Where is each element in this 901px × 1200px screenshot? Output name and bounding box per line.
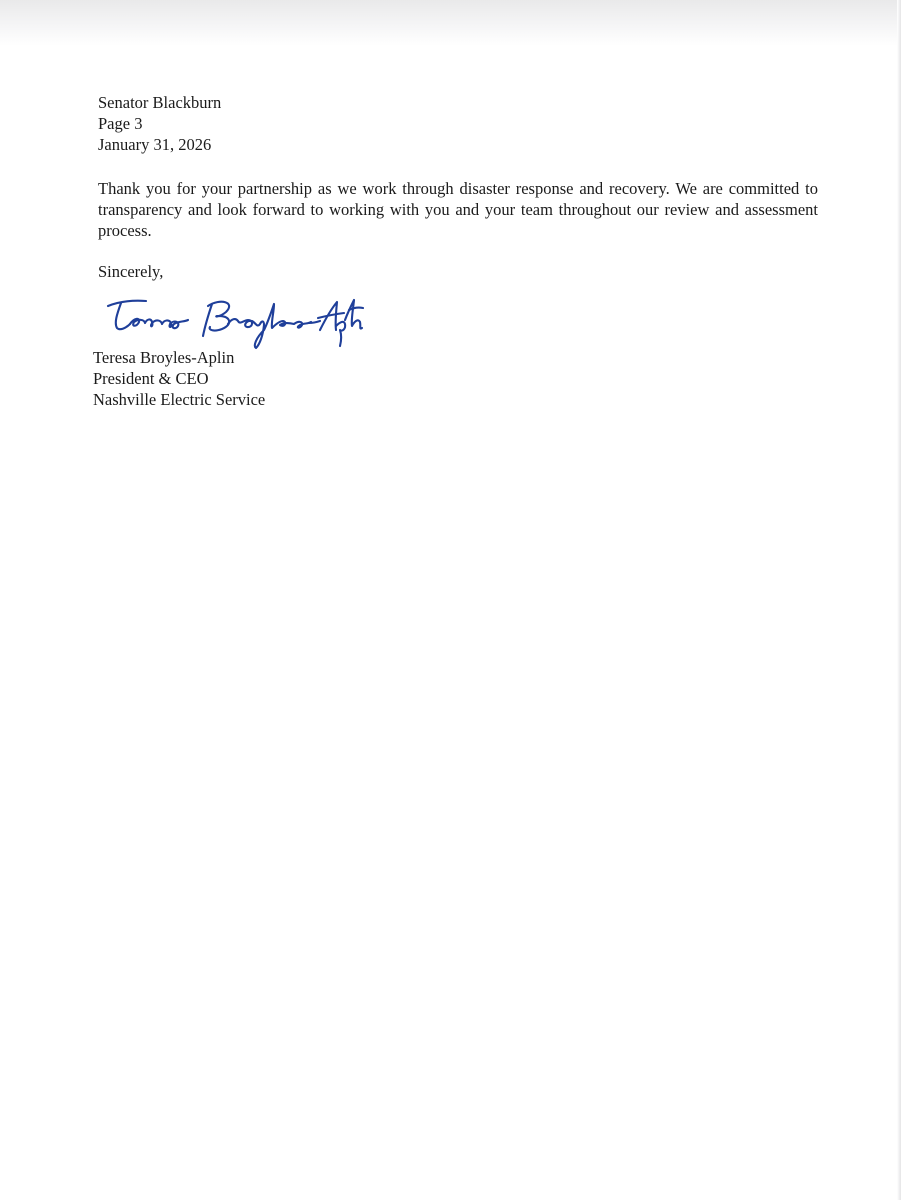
signer-organization: Nashville Electric Service [93, 390, 266, 409]
closing-salutation: Sincerely, [98, 262, 164, 281]
handwritten-signature [104, 290, 366, 352]
scan-right-edge [897, 0, 901, 1200]
signer-title: President & CEO [93, 369, 209, 388]
page-number: Page 3 [98, 114, 143, 133]
letter-header [98, 92, 498, 155]
scan-top-shadow [0, 0, 901, 46]
signer-block [93, 347, 493, 410]
signature-ink [104, 290, 366, 352]
recipient-name: Senator Blackburn [98, 93, 222, 112]
body-paragraph: Thank you for your partnership as we work through disaster response and recovery. We are committed to transparency and look forward to working with you and your team throughout our review and assessment process. [98, 179, 818, 240]
letter-date: January 31, 2026 [98, 135, 212, 154]
signer-name: Teresa Broyles-Aplin [93, 348, 235, 367]
